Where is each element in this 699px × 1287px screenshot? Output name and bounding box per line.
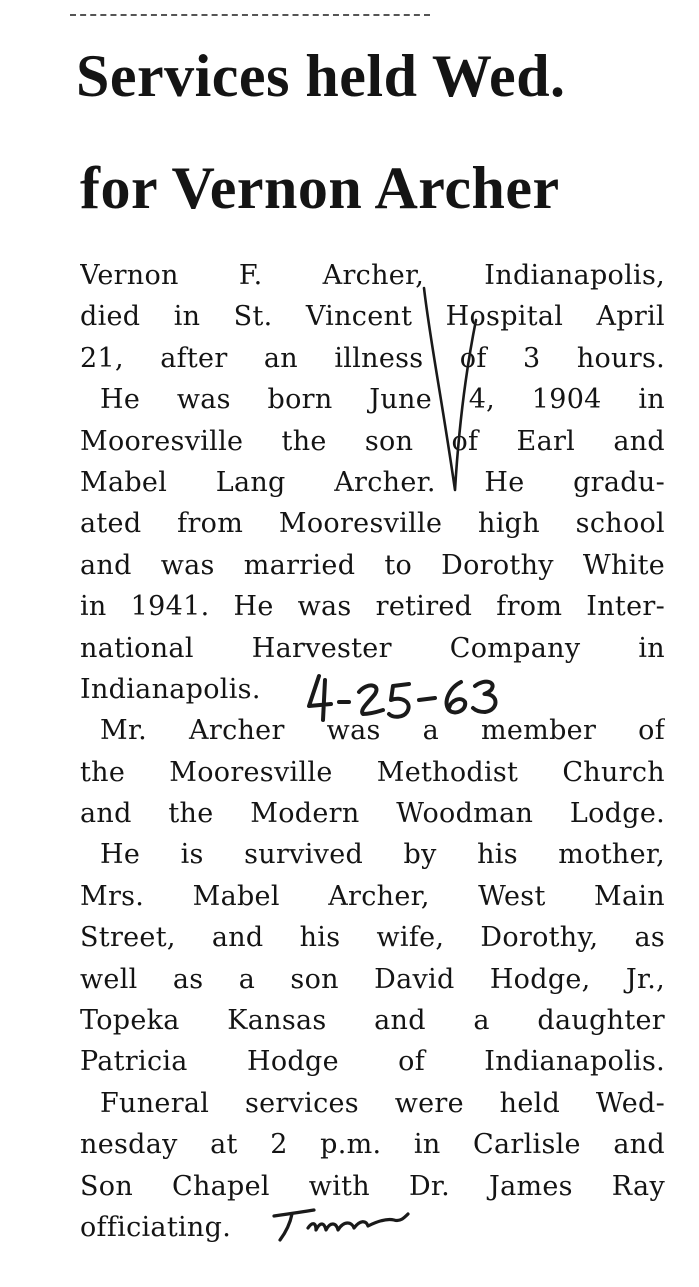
article-line: national Harvester Company in: [80, 632, 665, 664]
article-line: officiating.: [80, 1211, 232, 1243]
article-line: He was born June 4, 1904 in: [100, 384, 665, 416]
article-body: [80, 255, 665, 1248]
article-line: Indianapolis.: [80, 673, 261, 705]
headline-line-2: for Vernon Archer: [80, 155, 560, 221]
article-line: 21, after an illness of 3 hours.: [80, 342, 665, 374]
article-line: nesday at 2 p.m. in Carlisle and: [80, 1129, 665, 1161]
article-line: in 1941. He was retired from Inter-: [80, 591, 665, 623]
article-line: Mr. Archer was a member of: [100, 715, 665, 747]
article-line: ated from Mooresville high school: [80, 508, 665, 540]
article-line: the Mooresville Methodist Church: [80, 756, 665, 788]
article-line: Street, and his wife, Dorothy, as: [80, 922, 665, 954]
article-line: Mooresville the son of Earl and: [80, 425, 665, 457]
article-line: Son Chapel with Dr. James Ray: [80, 1170, 665, 1202]
article-line: Funeral services were held Wed-: [100, 1087, 665, 1119]
article-line: Mabel Lang Archer. He gradu-: [80, 466, 665, 498]
article-line: Mrs. Mabel Archer, West Main: [80, 880, 665, 912]
article-line: Topeka Kansas and a daughter: [80, 1005, 665, 1037]
article-line: well as a son David Hodge, Jr.,: [80, 963, 665, 995]
article-line: He is survived by his mother,: [100, 839, 665, 871]
top-rule: [70, 14, 430, 16]
article-line: and was married to Dorothy White: [80, 549, 665, 581]
article-line: Patricia Hodge of Indianapolis.: [80, 1046, 665, 1078]
article-line: and the Modern Woodman Lodge.: [80, 798, 665, 830]
article-line: died in St. Vincent Hospital April: [80, 301, 665, 333]
headline-line-1: Services held Wed.: [76, 43, 566, 109]
article-line: Vernon F. Archer, Indianapolis,: [80, 260, 665, 291]
